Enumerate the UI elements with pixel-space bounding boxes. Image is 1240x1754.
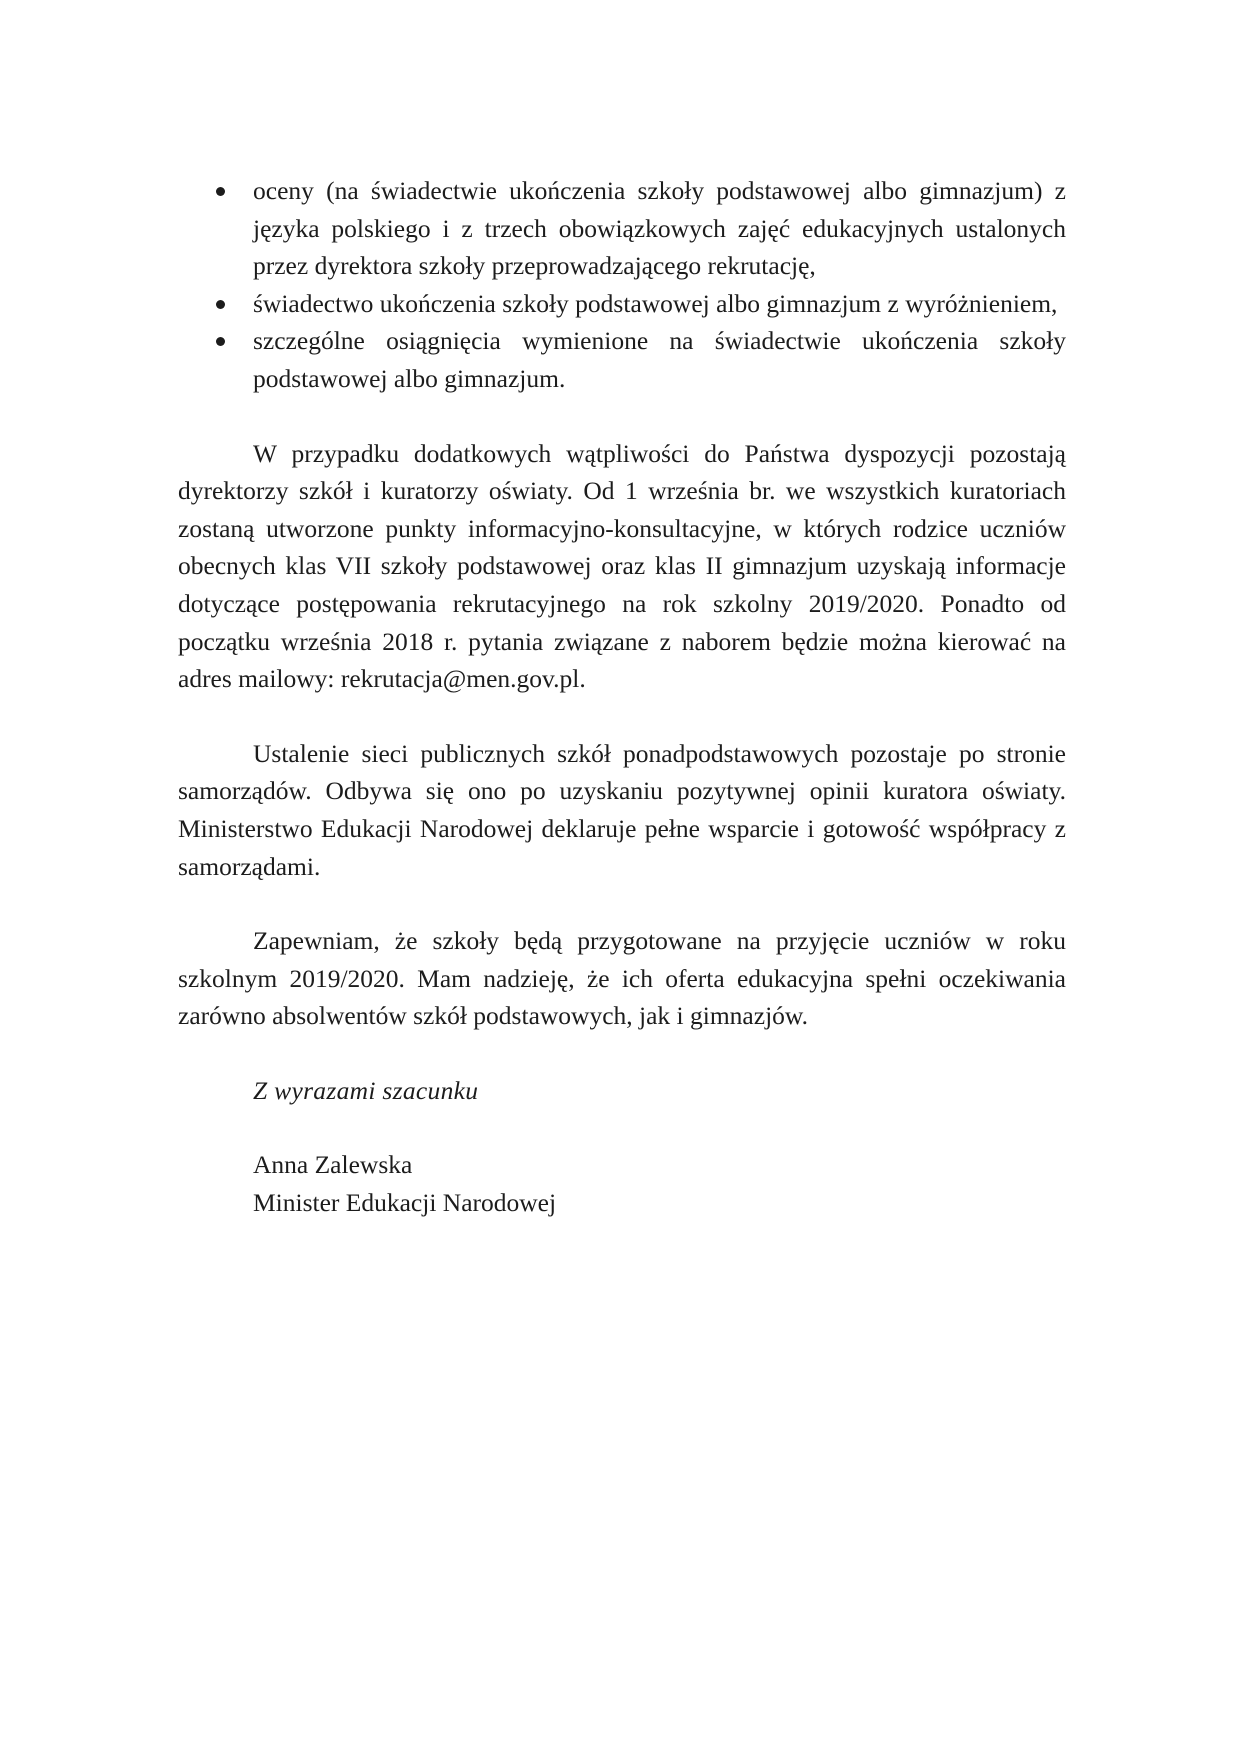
list-item-text: szczególne osiągnięcia wymienione na świadectwie ukończenia szkoły podstawowej albo gimnazjum.: [253, 326, 1066, 393]
bullet-icon: [216, 337, 225, 346]
list-item-text: świadectwo ukończenia szkoły podstawowej albo gimnazjum z wyróżnieniem,: [253, 288, 1058, 318]
paragraph-contacts: W przypadku dodatkowych wątpliwości do Państwa dyspozycji pozostają dyrektorzy szkół i kuratorzy oświaty. Od 1 września br. we wszystkich kuratoriach zostaną utworzone punkty informacyjno-konsultacyjne, w których rodzice uczniów obecnych klas VII szkoły podstawowej oraz klas II gimnazjum uzyskają informacje dotyczące postępowania rekrutacyjnego na rok szkolny 2019/2020. Ponadto od początku września 2018 r. pytania związane z naborem będzie można kierować na adres mailowy: rekrutacja@men.gov.pl.: [178, 438, 1066, 694]
list-item: [178, 285, 1066, 323]
list-item-text: oceny (na świadectwie ukończenia szkoły podstawowej albo gimnazjum) z języka polskiego i z trzech obowiązkowych zajęć edukacyjnych ustalonych przez dyrektora szkoły przeprowadzającego rekrutację,: [253, 176, 1066, 281]
list-item: [178, 172, 1066, 285]
letter-body: [178, 172, 1066, 1222]
bullet-icon: [216, 187, 225, 196]
signature-block: [253, 1146, 1066, 1221]
paragraph-assurance: Zapewniam, że szkoły będą przygotowane na przyjęcie uczniów w roku szkolnym 2019/2020. Mam nadzieję, że ich oferta edukacyjna spełni oczekiwania zarówno absolwentów szkół podstawowych, jak i gimnazjów.: [178, 926, 1066, 1031]
criteria-list: [178, 172, 1066, 398]
paragraph-school-network: Ustalenie sieci publicznych szkół ponadpodstawowych pozostaje po stronie samorządów. Odbywa się ono po uzyskaniu pozytywnej opinii kuratora oświaty. Ministerstwo Edukacji Narodowej deklaruje pełne wsparcie i gotowość współpracy z samorządami.: [178, 738, 1066, 881]
closing-phrase: Z wyrazami szacunku: [253, 1075, 479, 1105]
bullet-icon: [216, 300, 225, 309]
signature-name: Anna Zalewska: [253, 1150, 413, 1180]
signature-title: Minister Edukacji Narodowej: [253, 1188, 557, 1218]
list-item: [178, 322, 1066, 397]
